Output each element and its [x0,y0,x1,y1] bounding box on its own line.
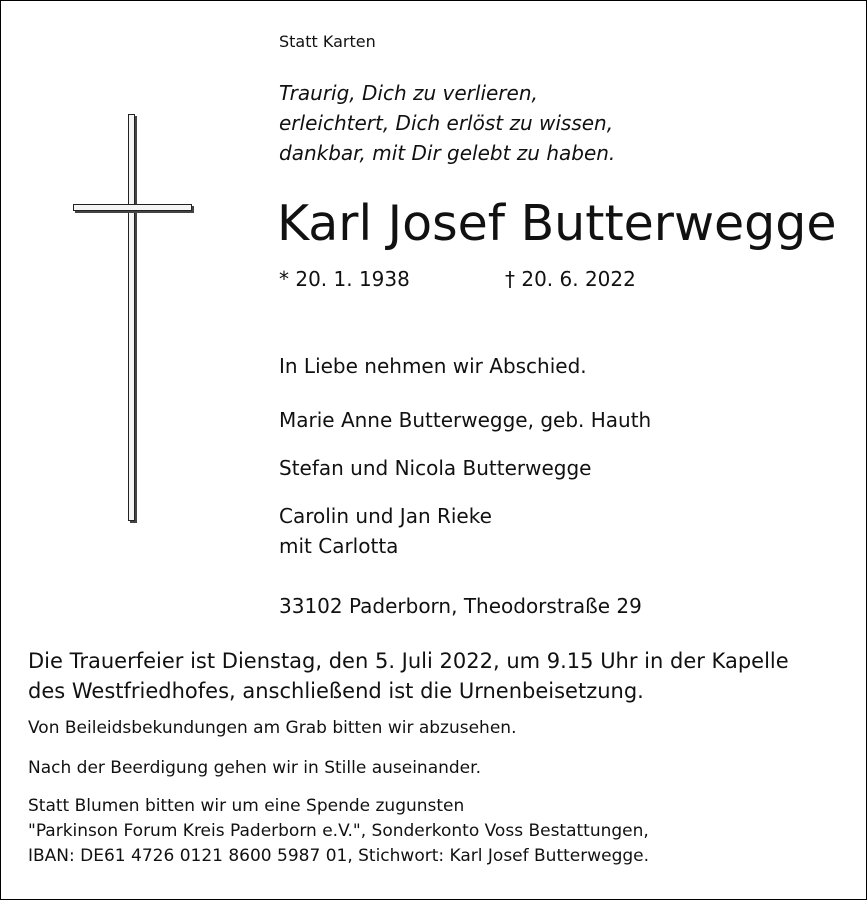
address: 33102 Paderborn, Theodorstraße 29 [279,594,642,618]
mourner-name: Marie Anne Butterwegge, geb. Hauth [279,408,652,432]
service-line: Die Trauerfeier ist Dienstag, den 5. Juli 2022, um 9.15 Uhr in der Kapelle [28,649,789,673]
mourner-name: Carolin und Jan Rieke [279,504,492,528]
intro-text: Statt Karten [279,32,376,51]
service-info [28,646,789,706]
cross-horizontal-bar [73,204,192,211]
donation-line: IBAN: DE61 4726 0121 8600 5987 01, Stichwort: Karl Josef Butterwegge. [28,846,650,866]
deceased-name: Karl Josef Butterwegge [277,195,837,252]
cross-vertical-bar [128,114,135,521]
poem-line: Traurig, Dich zu verlieren, [279,81,538,105]
donation-note [28,794,649,869]
cross-icon [73,114,196,522]
birth-date: * 20. 1. 1938 [279,267,410,291]
silence-note: Nach der Beerdigung gehen wir in Stille auseinander. [28,758,481,778]
donation-line: Statt Blumen bitten wir um eine Spende zugunsten [28,796,465,816]
condolence-note: Von Beileidsbekundungen am Grab bitten wir abzusehen. [28,718,517,738]
donation-line: "Parkinson Forum Kreis Paderborn e.V.", Sonderkonto Voss Bestattungen, [28,821,649,841]
poem [279,78,615,168]
poem-line: dankbar, mit Dir gelebt zu haben. [279,141,616,165]
death-date: † 20. 6. 2022 [505,267,636,291]
service-line: des Westfriedhofes, anschließend ist die Urnenbeisetzung. [28,679,644,703]
mourner-name: mit Carlotta [279,534,399,558]
poem-line: erleichtert, Dich erlöst zu wissen, [279,111,614,135]
farewell-text: In Liebe nehmen wir Abschied. [279,354,587,378]
mourner-name: Stefan und Nicola Butterwegge [279,456,592,480]
